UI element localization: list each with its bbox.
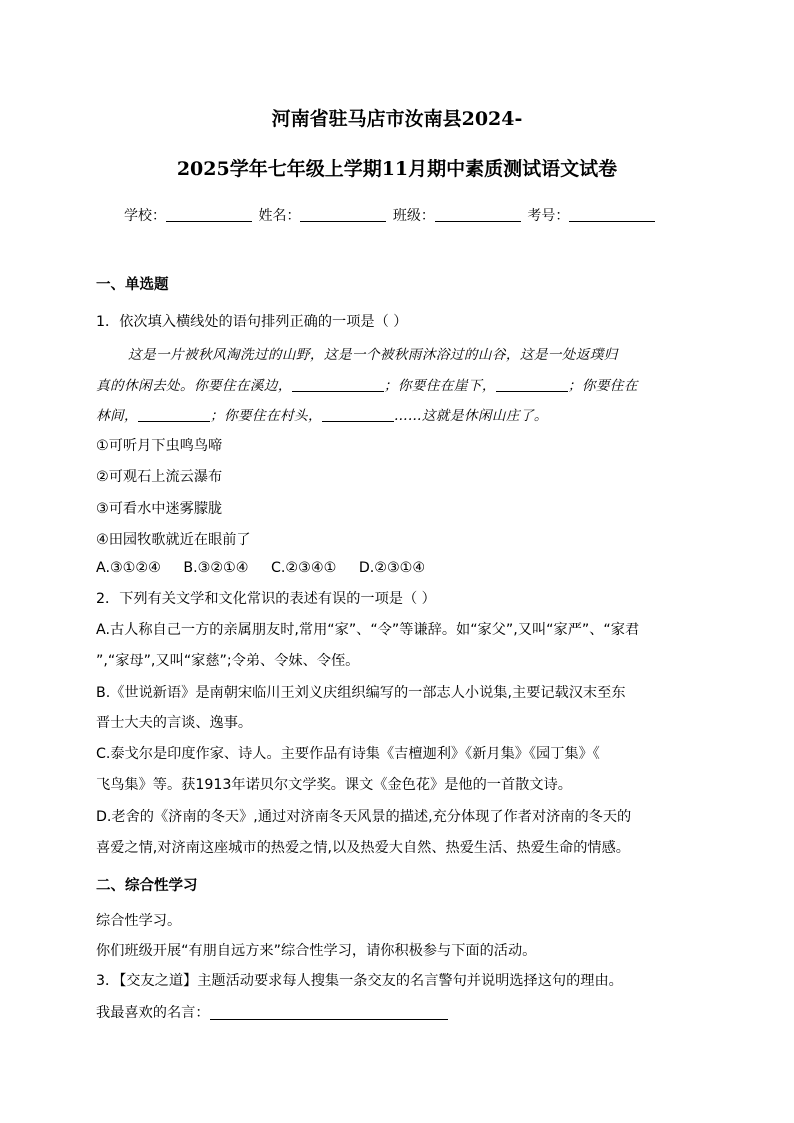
passage-text: 真的休闲去处。你要住在溪边， — [96, 378, 292, 394]
q1-item-2: ②可观石上流云瀑布 — [96, 469, 223, 485]
q1-stem: 1．依次填入横线处的语句排列正确的一项是（ ） — [96, 314, 408, 330]
option-a[interactable]: A.③①②④ — [96, 560, 161, 576]
exam-title-line1: 河南省驻马店市汝南县2024- — [271, 108, 523, 130]
passage-text: ；你要住在崖下， — [383, 378, 496, 394]
school-blank[interactable] — [166, 207, 252, 222]
q2-stem: 2．下列有关文学和文化常识的表述有误的一项是（ ） — [96, 591, 436, 607]
school-label: 学校： — [124, 208, 166, 224]
passage-text: ；你要住在村头， — [209, 408, 322, 424]
option-c[interactable]: C.②③④① — [271, 560, 337, 576]
q2-option-a-line1[interactable]: A.古人称自己一方的亲属朋友时,常用“家”、“令”等谦辞。如“家父”,又叫“家严”、“家君 — [96, 622, 640, 638]
q1-item-3: ③可看水中迷雾朦胧 — [96, 501, 223, 517]
q3-answer-label: 我最喜欢的名言： — [96, 1005, 210, 1021]
blank-4[interactable] — [322, 408, 394, 422]
q2-option-d-line1[interactable]: D.老舍的《济南的冬天》,通过对济南冬天风景的描述,充分体现了作者对济南的冬天的 — [96, 809, 632, 825]
q1-passage-line2 — [96, 374, 716, 394]
q1-options — [96, 560, 716, 576]
q1-item-4: ④田园牧歌就近在眼前了 — [96, 532, 251, 548]
q3-stem: 3．【交友之道】主题活动要求每人搜集一条交友的名言警句并说明选择这句的理由。 — [96, 973, 623, 989]
q2-option-c-line2[interactable]: 飞鸟集》等。获1913年诺贝尔文学奖。课文《金色花》是他的一首散文诗。 — [96, 777, 572, 793]
q2-option-d-line2[interactable]: 喜爱之情,对济南这座城市的热爱之情,以及热爱大自然、热爱生活、热爱生命的情感。 — [96, 840, 630, 856]
student-info-row — [124, 205, 657, 225]
blank-2[interactable] — [496, 378, 568, 392]
exam-title-line2: 2025学年七年级上学期11月期中素质测试语文试卷 — [176, 158, 618, 180]
q1-item-1: ①可听月下虫鸣鸟啼 — [96, 438, 223, 454]
q3-answer-blank[interactable] — [210, 1005, 448, 1020]
passage-text: 林间， — [96, 408, 138, 424]
q2-option-b-line2[interactable]: 晋士大夫的言谈、逸事。 — [96, 715, 253, 731]
blank-1[interactable] — [292, 378, 384, 392]
section2-intro-1: 综合性学习。 — [96, 913, 182, 929]
passage-text: ；你要住在 — [567, 378, 638, 394]
name-label: 姓名： — [258, 208, 301, 224]
section2-heading: 二、综合性学习 — [96, 878, 198, 894]
q2-option-c-line1[interactable]: C.泰戈尔是印度作家、诗人。主要作品有诗集《吉檀迦利》《新月集》《园丁集》《 — [96, 746, 600, 762]
class-blank[interactable] — [435, 207, 521, 222]
q2-option-b-line1[interactable]: B.《世说新语》是南朝宋临川王刘义庆组织编写的一部志人小说集,主要记载汉末至东 — [96, 685, 626, 701]
class-label: 班级： — [392, 208, 435, 224]
q1-passage-line3 — [96, 404, 716, 424]
number-blank[interactable] — [569, 207, 655, 222]
option-b[interactable]: B.③②①④ — [183, 560, 249, 576]
q2-option-a-line2[interactable]: ”,“家母”,又叫“家慈”;令弟、令妹、令侄。 — [96, 653, 360, 669]
blank-3[interactable] — [138, 408, 210, 422]
option-d[interactable]: D.②③①④ — [358, 560, 426, 576]
section2-intro-2: 你们班级开展“有朋自远方来”综合性学习，请你积极参与下面的活动。 — [96, 943, 537, 959]
section1-heading: 一、单选题 — [96, 277, 169, 293]
q3-answer-row — [96, 1002, 716, 1022]
passage-text: ……这就是休闲山庄了。 — [393, 408, 548, 424]
q1-passage-line1: 这是一片被秋风淘洗过的山野，这是一个被秋雨沐浴过的山谷，这是一处返璞归 — [128, 347, 618, 363]
number-label: 考号： — [527, 208, 570, 224]
name-blank[interactable] — [300, 207, 386, 222]
